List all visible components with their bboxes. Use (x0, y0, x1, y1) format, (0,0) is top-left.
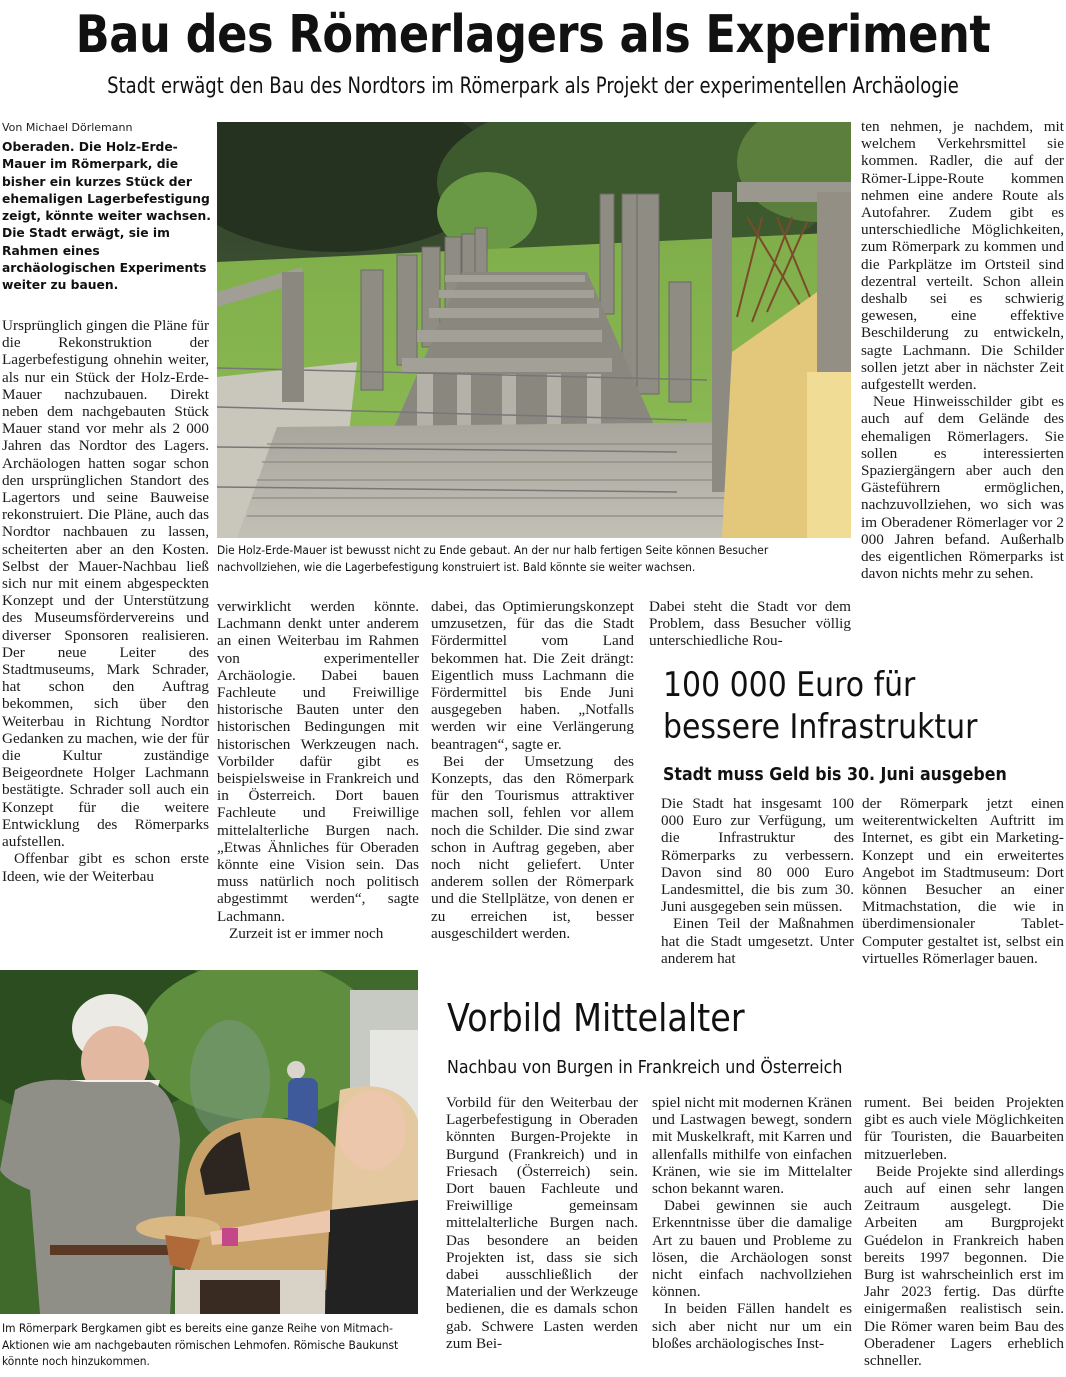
byline: Von Michael Dörlemann (2, 121, 133, 134)
article-column-4 (649, 598, 851, 650)
paragraph: spiel nicht mit modernen Kränen und Lastwagen bewegt, sondern mit Muskelkraft, mit Karren und allenfalls mithilfe von einfachen Kränen, wie sie im Mittelalter schon bekannt waren. (652, 1094, 852, 1198)
section-subtitle: Nachbau von Burgen in Frankreich und Österreich (447, 1057, 843, 1078)
paragraph: Ursprünglich gingen die Pläne für die Rekonstruktion der Lagerbefestigung ohnehin weiter, als nur ein Stück der Holz-Erde-Mauer nachzubauen. Direkt neben dem nachgebauten Stück Mauer stand vor mehr als 2 000 Jahren das Nordtor des Lagers. Archäologen hatten sogar schon den ursprünglichen Standort des Lagertors und seine Bauweise rekonstruiert. Die Pläne, auch das Nordtor nachbauen zu lassen, scheiterten aber an den Kosten. Selbst der Mauer-Nachbau ließ sich nur mit einem abgespeckten Konzept und der Unterstützung des Museumsfördervereins und diverser Sponsoren realisieren. Der neue Leiter des Stadtmuseums, Mark Schrader, hat schon den Auftrag bekommen, sich über den Weiterbau in Richtung Nordtor Gedanken zu machen, wie der für die Kultur zuständige Beigeordnete Holger Lachmann bestätigte. Schrader soll auch ein Konzept für die weitere Entwicklung des Römerparks aufstellen. (2, 317, 209, 851)
section-title: Vorbild Mittelalter (447, 996, 745, 1040)
paragraph: In beiden Fällen handelt es sich aber nicht nur um ein bloßes archäologisches Inst- (652, 1300, 852, 1352)
photo-clay-oven (0, 970, 418, 1314)
paragraph: dabei, das Optimierungskonzept umzusetzen, für das die Stadt Fördermittel vom Land bekommen hat. Die Zeit drängt: Eigentlich muss Lachmann die Fördermittel bis Ende Juni ausgegeben haben. „Notfalls werden wir eine Verlängerung beantragen“, sagte er. (431, 598, 634, 753)
paragraph: Beide Projekte sind allerdings auch auf einen sehr langen Zeitraum ausgelegt. Die Arbeiten am Burgprojekt Guédelon in Frankreich haben bereits 1997 begonnen. Die Burg ist wahrscheinlich erst im Jahr 2023 fertig. Das dürfte einigermaßen realistisch sein. Die Römer waren beim Bau des Oberadener Lagers erheblich schneller. (864, 1162, 1064, 1370)
article-column-3 (431, 598, 634, 942)
clay-oven-photo-icon (0, 970, 418, 1314)
infobox-subtitle: Stadt muss Geld bis 30. Juni ausgeben (663, 764, 1007, 785)
paragraph: Vorbild für den Weiterbau der Lagerbefestigung in Oberaden könnten Burgen-Projekte in Burgund (Frankreich) und in Friesach (Österreich) sein. Dort bauen Fachleute und Freiwillige gemeinsam mittelalterliche Burgen nach. Das besondere an beiden Projekten ist, dass sie sich dabei ausschließlich der Materialien und der Werkzeuge bedienen, die es damals schon gab. Schwere Lasten werden zum Bei- (446, 1094, 638, 1352)
photo-caption: Im Römerpark Bergkamen gibt es bereits eine ganze Reihe von Mitmach-Aktionen wie am nachgebauten römischen Lehmofen. Römische Baukunst könnte noch hinzukommen. (2, 1321, 399, 1368)
wooden-wall-photo-icon (217, 122, 851, 538)
paragraph: Dabei gewinnen sie auch Erkenntnisse über die damalige Art zu bauen und Probleme zu lösen, die Archäologen sonst nicht einfach nachvollziehen können. (652, 1197, 852, 1301)
infobox-title: 100 000 Euro für bessere Infrastruktur (663, 665, 978, 747)
subheadline: Stadt erwägt den Bau des Nordtors im Römerpark als Projekt der experimentellen Archäologie (107, 74, 959, 99)
paragraph: Neue Hinweisschilder gibt es auch auf dem Gelände des ehemaligen Römerlagers. Sie sollen es interessierten Spaziergängern aber auch den Gästeführern ermöglichen, nachzuvollziehen, wo sich was im Oberadener Römerlager vor 2 000 Jahren befand. Außerhalb des eigentlichen Römerparks ist davon nichts mehr zu sehen. (861, 393, 1064, 583)
paragraph: Zurzeit ist er immer noch (229, 924, 384, 942)
paragraph: Offenbar gibt es schon erste Ideen, wie der Weiterbau (2, 850, 209, 885)
section-column-2 (652, 1094, 852, 1352)
paragraph: Bei der Umsetzung des Konzepts, das den Römerpark für den Tourismus attraktiver machen soll, fehlen vor allem noch die Schilder. Die sind zwar schon in Auftrag gegeben, aber noch nicht geliefert. Unter anderem sollen der Römerpark und die Stellplätze, von denen er zu erreichen ist, besser ausgeschildert werden. (431, 752, 634, 942)
infobox-column-2 (862, 795, 1064, 967)
lead-paragraph: Oberaden. Die Holz-Erde-Mauer im Römerpark, die bisher ein kurzes Stück der ehemaligen Lagerbefestigung zeigt, könnte weiter wachsen. Die Stadt erwägt, sie im Rahmen eines archäologischen Experiments weiter zu bauen. (2, 140, 211, 293)
section-column-1 (446, 1094, 638, 1352)
paragraph: der Römerpark jetzt einen weiterentwickelten Auftritt im Internet, es gibt ein Marketing-Konzept und ein erweitertes Angebot im Stadtmuseum: Dort können Besucher an einer Mitmachstation, die wie in überdimensionaler Tablet-Computer gestaltet ist, selbst ein virtuelles Römerlager bauen. (862, 795, 1064, 967)
paragraph: verwirklicht werden könnte. Lachmann denkt unter anderem an einen Weiterbau im Rahmen von experimenteller Archäologie. Dabei bauen Fachleute und Freiwillige historische Bauten unter den historischen Bedingungen mit historischen Werkzeugen nach. Vorbilder dafür gibt es beispielsweise in Frankreich und in Österreich. Dort bauen Fachleute und Freiwillige mittelalterliche Burgen nach. „Etwas Ähnliches für Oberaden könnte eine Vision sein. Das muss natürlich noch politisch abgestimmt werden“, sagte Lachmann. (217, 598, 419, 925)
article-column-5 (861, 118, 1064, 582)
paragraph: Einen Teil der Maßnahmen hat die Stadt umgesetzt. Unter anderem hat (661, 915, 854, 967)
section-column-3 (864, 1094, 1064, 1369)
headline: Bau des Römerlagers als Experiment (75, 5, 991, 65)
article-column-1 (2, 317, 209, 885)
infobox-column-1 (661, 795, 854, 967)
photo-wooden-wall (217, 122, 851, 538)
article-column-2 (217, 598, 419, 942)
paragraph: rument. Bei beiden Projekten gibt es auch viele Möglichkeiten für Touristen, die Bauarbeiten mitzuerleben. (864, 1094, 1064, 1163)
paragraph: ten nehmen, je nachdem, mit welchem Verkehrsmittel sie kommen. Radler, die auf der Römer-Lippe-Route kommen nehmen eine andere Route als Autofahrer. Zudem gibt es unterschiedliche Möglichkeiten, zum Römerpark zu kommen und die Parkplätze im Ortsteil sind dezentral verteilt. Schon allein deshalb sei es schwierig gewesen, eine effektive Beschilderung zu entwickeln, sagte Lachmann. Die Schilder sollen jetzt aber in nächster Zeit aufgestellt werden. (861, 118, 1064, 394)
paragraph: Die Stadt hat insgesamt 100 000 Euro zur Verfügung, um die Infrastruktur des Römerparks zu verbessern. Davon sind 80 000 Euro Landesmittel, die bis zum 30. Juni ausgegeben sein müssen. (661, 795, 854, 916)
paragraph: Dabei steht die Stadt vor dem Problem, dass Besucher völlig unterschiedliche Rou- (649, 598, 851, 650)
photo-caption: Die Holz-Erde-Mauer ist bewusst nicht zu Ende gebaut. An der nur halb fertigen Seite können Besucher nachvollziehen, wie die Lagerbefestigung konstruiert ist. Bald könnte sie weiter wachsen. (217, 543, 769, 574)
